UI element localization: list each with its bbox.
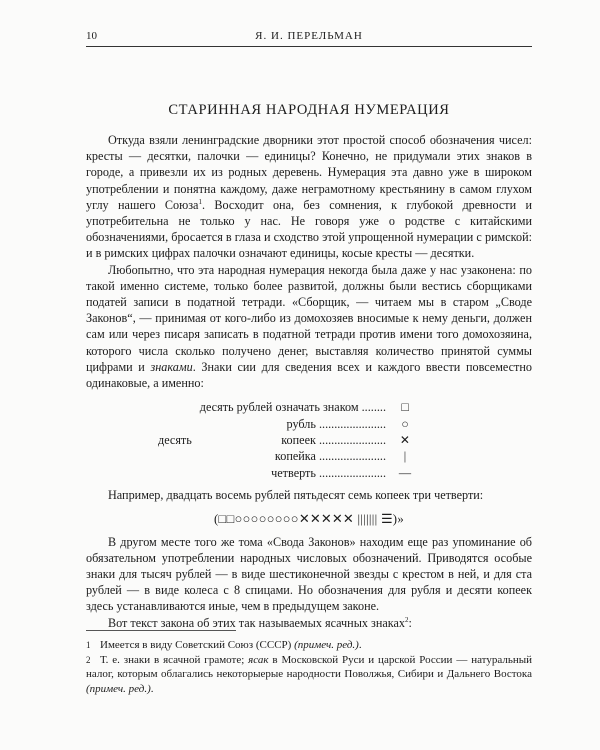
- footnote-divider: [86, 630, 236, 631]
- circle-sign-icon: ○: [401, 416, 409, 431]
- footnote-text: Имеется в виду Советский Союз (СССР): [100, 639, 295, 651]
- footnote-1: [86, 638, 532, 653]
- paragraph-1-text-b: . Восходит она, без сомнения, к глубокой древности и употребительна не только у нас. Не говоря уже о родстве с китайскими обозначениями, бросается в глаза и сходство этой упрощенной нумерации с римской: и в римских цифрах палочки означают единицы, косые кресты — десятки.: [86, 197, 532, 261]
- page-number: 10: [86, 30, 97, 42]
- stick-sign-icon: |: [403, 449, 407, 464]
- paragraph-2: [86, 262, 532, 392]
- footnote-ref-2: 2: [405, 615, 409, 624]
- footnote-2: [86, 653, 532, 697]
- signs-table: [86, 399, 532, 481]
- sign-prefix: десять: [158, 433, 192, 448]
- paragraph-2-text-b: . Знаки сии для сведения всех и каждого ввести повсеместно одинаковые, а именно:: [86, 359, 532, 391]
- footnote-mark: 2: [86, 654, 91, 665]
- sign-label: копеек: [281, 433, 316, 448]
- sign-dots: ......................: [315, 449, 386, 464]
- sign-dots: ......................: [315, 433, 386, 448]
- square-sign-icon: □: [401, 400, 409, 415]
- footnote-italic: (примеч. ред.): [294, 639, 359, 651]
- footnote-italic: (примеч. ред.): [86, 682, 151, 695]
- sign-dots: ......................: [315, 465, 386, 480]
- footnote-tail: .: [358, 639, 362, 651]
- example-text: Например, двадцать восемь рублей пятьдесят семь копеек три четверти:: [108, 488, 484, 503]
- paragraph-4-text-b: :: [408, 615, 412, 630]
- example-notation: (□□○○○○○○○○✕✕✕✕✕ ||||||| ☰)»: [213, 512, 405, 527]
- sign-label: копейка: [274, 449, 316, 464]
- paragraph-4: [86, 615, 532, 631]
- paragraph-1: [86, 132, 532, 262]
- sign-row: [86, 432, 532, 448]
- footnotes: [86, 638, 532, 696]
- paragraph-2-italic: знаками: [150, 359, 193, 374]
- paragraph-1-text-a: Откуда взяли ленинградские дворники этот простой способ обозначения чисел: кресты — десятки, палочки — единицы? Конечно, не придумали этих знаков в городе, а привезли их из родных деревень. Нумерация эта давно уже в широком употреблении и понятна каждому, даже неграмотному крестьянину в самом глухом углу нашего Союза: [86, 133, 532, 212]
- sign-label: четверть: [271, 465, 316, 480]
- footnote-ref-1: 1: [198, 197, 202, 206]
- paragraph-4-text-a: Вот текст закона об этих так называемых ясачных знаках: [108, 615, 406, 630]
- footnote-text: в Московской Руси и царской России — натуральный налог, которым облагались некоторыерые народности Поволжья, Сибири и Дальнего Востока: [86, 653, 532, 680]
- section-title: СТАРИННАЯ НАРОДНАЯ НУМЕРАЦИЯ: [168, 102, 450, 118]
- running-author: Я. И. ПЕРЕЛЬМАН: [255, 30, 363, 42]
- footnote-text: Т. е. знаки в ясачной грамоте;: [100, 653, 249, 666]
- cross-sign-icon: ✕: [399, 433, 411, 448]
- sign-dots: ........: [358, 400, 386, 415]
- sign-label: рубль: [286, 416, 316, 431]
- dash-sign-icon: —: [398, 465, 412, 480]
- main-text: [86, 132, 532, 631]
- running-header: [86, 30, 532, 47]
- sign-row: [86, 448, 532, 464]
- footnote-tail: .: [150, 682, 154, 695]
- footnote-mark: 1: [86, 640, 91, 650]
- sign-dots: ......................: [315, 416, 386, 431]
- footnote-italic: ясак: [248, 653, 269, 666]
- paragraph-3: В другом месте того же тома «Свода Законов» находим еще раз упоминание об обязательном употреблении народных числовых обозначений. Приводятся особые знаки для тысяч рублей — в виде шестиконечной звезды с крестом в ней, и для ста рублей — в виде колеса с 8 спицами. Но обозначения для рубля и десяти копеек здесь устанавливаются иные, чем в предыдущем законе.: [86, 534, 532, 614]
- sign-row: [86, 465, 532, 481]
- paragraph-2-text-a: Любопытно, что эта народная нумерация некогда была даже у нас узаконена: по такой именно системе, только более развитой, должны были вестись сборщиками податей записи в податной тетради. «Сборщик, — читаем мы в старом „Своде Законов“, — принимая от кого-либо из домохозяев вносимые к нему деньги, должен сам или через писаря записать в податной тетради против имени того домохозяина, которого числа сколько получено денег, выставляя количество принятой суммы цифрами и: [86, 262, 532, 374]
- example-intro: [86, 487, 532, 503]
- sign-row: [86, 416, 532, 432]
- sign-label: десять рублей означать знаком: [199, 400, 359, 415]
- sign-row: [86, 399, 532, 415]
